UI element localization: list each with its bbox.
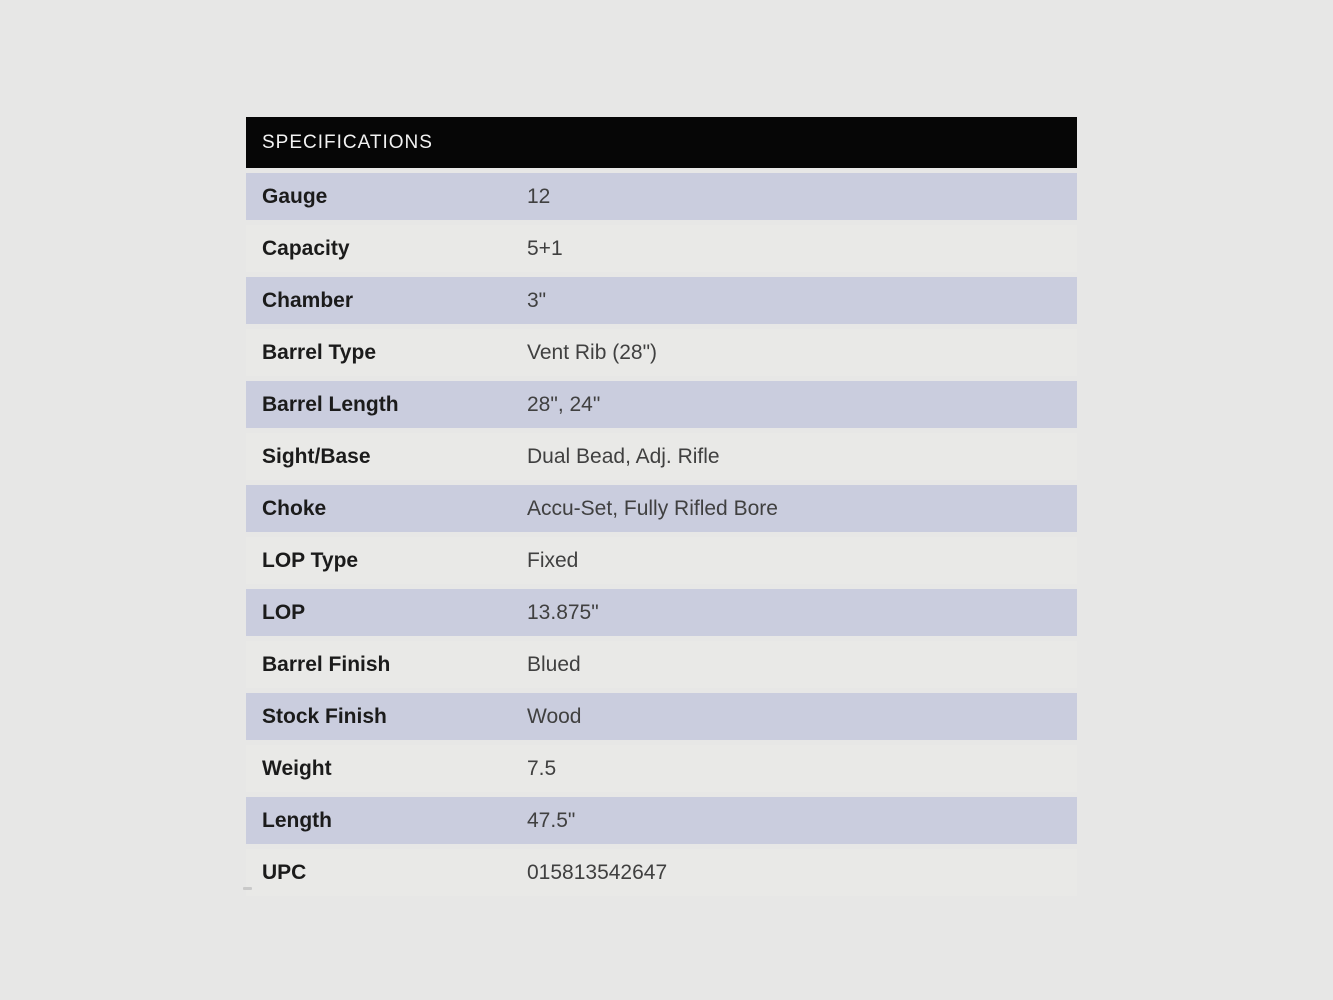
spec-value: 3" <box>527 288 547 312</box>
specifications-table <box>246 117 1077 896</box>
specifications-title: SPECIFICATIONS <box>262 131 433 153</box>
spec-value: 015813542647 <box>527 860 668 884</box>
spec-value: Vent Rib (28") <box>527 340 658 364</box>
spec-value: Accu-Set, Fully Rifled Bore <box>527 496 778 520</box>
spec-label: Choke <box>262 496 327 520</box>
table-row <box>246 173 1077 220</box>
spec-value: 47.5" <box>527 808 576 832</box>
spec-label: Capacity <box>262 236 350 260</box>
spec-label: LOP Type <box>262 548 359 572</box>
spec-value: 28", 24" <box>527 392 601 416</box>
spec-value: 7.5 <box>527 756 557 780</box>
table-row <box>246 537 1077 584</box>
spec-label: LOP <box>262 600 306 624</box>
spec-label: Sight/Base <box>262 444 371 468</box>
table-row <box>246 797 1077 844</box>
table-row <box>246 641 1077 688</box>
table-row <box>246 849 1077 896</box>
table-row <box>246 745 1077 792</box>
spec-label: Gauge <box>262 184 328 208</box>
spec-value: 12 <box>527 184 551 208</box>
spec-label: Barrel Finish <box>262 652 391 676</box>
table-row <box>246 225 1077 272</box>
spec-label: Length <box>262 808 332 832</box>
table-row <box>246 329 1077 376</box>
spec-rows-container <box>246 173 1077 896</box>
spec-label: UPC <box>262 860 307 884</box>
spec-value: Wood <box>527 704 582 728</box>
spec-label: Barrel Length <box>262 392 399 416</box>
table-row <box>246 433 1077 480</box>
table-row <box>246 485 1077 532</box>
table-row <box>246 693 1077 740</box>
spec-label: Stock Finish <box>262 704 387 728</box>
specifications-table-header <box>246 117 1077 168</box>
spec-value: 5+1 <box>527 236 563 260</box>
spec-label: Weight <box>262 756 332 780</box>
table-row <box>246 589 1077 636</box>
spec-value: Blued <box>527 652 581 676</box>
spec-label: Chamber <box>262 288 354 312</box>
spec-value: Dual Bead, Adj. Rifle <box>527 444 720 468</box>
spec-value: 13.875" <box>527 600 599 624</box>
stray-dash-mark <box>243 887 252 890</box>
table-row <box>246 381 1077 428</box>
spec-value: Fixed <box>527 548 579 572</box>
table-row <box>246 277 1077 324</box>
spec-label: Barrel Type <box>262 340 376 364</box>
